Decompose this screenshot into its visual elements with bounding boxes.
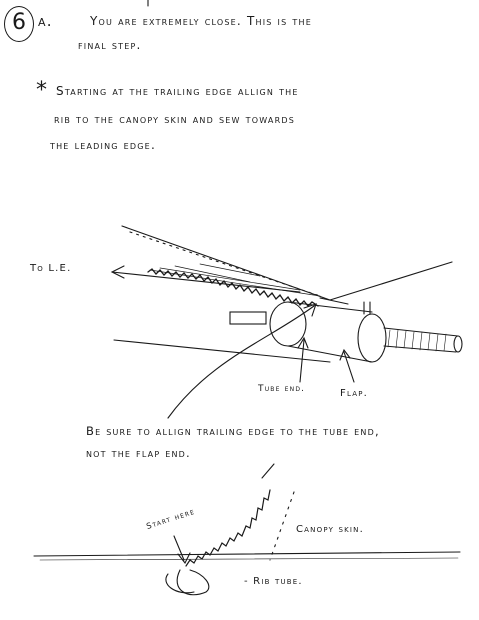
instruction-line-2: rib to the canopy skin and sew towards [54, 112, 295, 126]
step-substep: a. [38, 12, 53, 30]
to-le-label: To L.E. [30, 263, 72, 274]
canopy-surface-lines [122, 226, 452, 304]
tube-end-label: Tube end. [258, 384, 306, 394]
step-number: 6 [12, 10, 26, 35]
rib-tube-loop [177, 570, 209, 595]
note-line-1: Be sure to allign trailing edge to the tube end, [86, 424, 380, 438]
asterisk-bullet: * [36, 78, 49, 103]
step-text-line-1: You are extremely close. This is the [90, 14, 312, 28]
instruction-line-3: the leading edge. [50, 138, 156, 152]
stitch-line-1 [148, 269, 318, 306]
note-pointer [168, 306, 314, 418]
rib-tube-label: - Rib tube. [244, 576, 303, 587]
canopy-skin-label: Canopy skin. [296, 524, 364, 535]
instruction-line-1: Starting at the trailing edge allign the [56, 84, 299, 98]
start-here-label: Start here [145, 506, 197, 531]
flap-pointer [340, 350, 354, 382]
small-rectangle [230, 312, 266, 324]
note-line-2: not the flap end. [86, 446, 191, 460]
flap-label: Flap. [340, 388, 369, 399]
step-text-line-2: final step. [78, 38, 142, 52]
canopy-seam-line [34, 552, 460, 556]
rib-tube [270, 302, 462, 362]
